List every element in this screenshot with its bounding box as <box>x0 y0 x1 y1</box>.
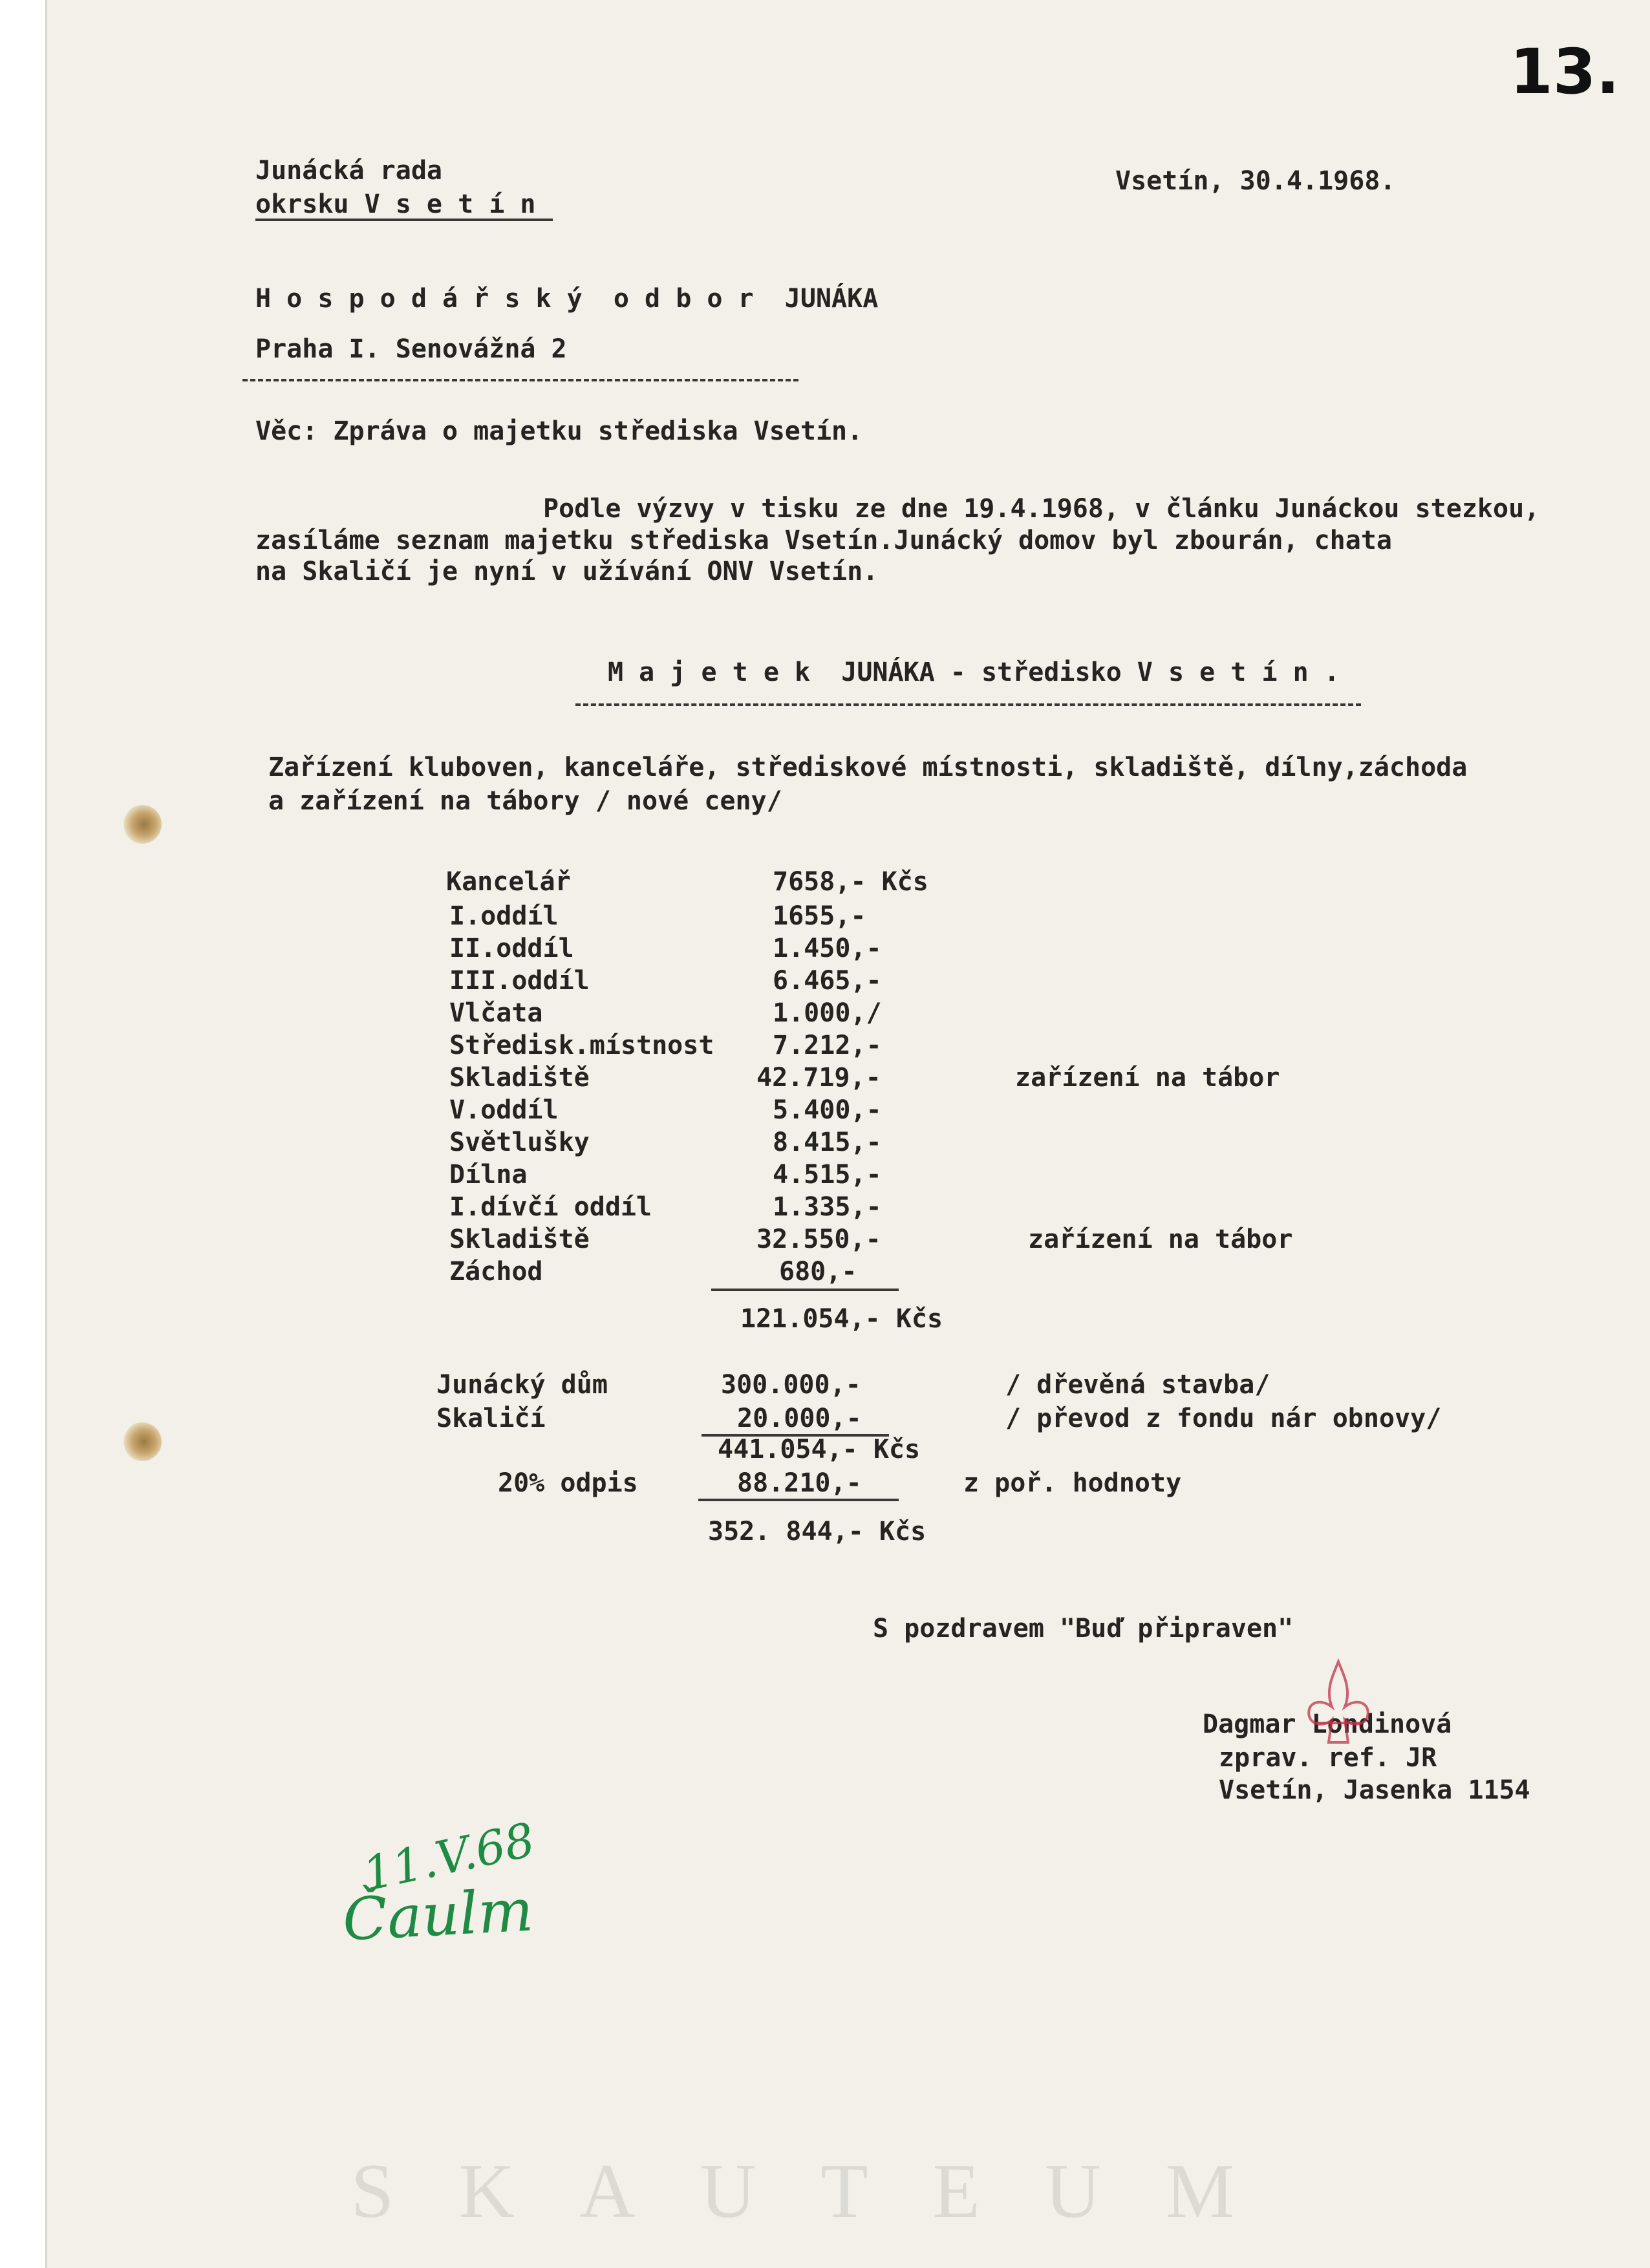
handwritten-date: 11.V.68 <box>358 1812 540 1901</box>
asset-value: 8.415,- <box>773 1128 882 1157</box>
sender-underline <box>255 219 553 221</box>
building-value: 20.000,- <box>737 1404 862 1433</box>
asset-name: Středisk.místnost <box>449 1031 714 1060</box>
final-total: 352. 844,- Kčs <box>708 1517 927 1546</box>
fleur-de-lis-stamp-icon <box>1296 1658 1380 1749</box>
signature-line-2: zprav. ref. JR <box>1219 1743 1437 1773</box>
intro-line-2: zasíláme seznam majetku střediska Vsetín.Junácký domov byl zbourán, chata <box>255 526 1392 555</box>
subtotal: 121.054,- Kčs <box>740 1304 943 1334</box>
intro-line-1: Podle výzvy v tisku ze dne 19.4.1968, v článku Junáckou stezkou, <box>543 494 1540 524</box>
signature-line-3: Vsetín, Jasenka 1154 <box>1219 1775 1530 1805</box>
asset-value: 7.212,- <box>773 1031 882 1060</box>
recipient-line-2: Praha I. Senovážná 2 <box>255 334 567 364</box>
final-total-rule <box>698 1499 899 1501</box>
greeting: S pozdravem "Buď připraven" <box>873 1614 1294 1643</box>
asset-note: zařízení na tábor <box>1028 1225 1293 1254</box>
depreciation-note: z poř. hodnoty <box>963 1468 1182 1498</box>
signature-line-1: Dagmar Londinová <box>1203 1709 1452 1739</box>
asset-note: zařízení na tábor <box>1015 1063 1280 1093</box>
depreciation-name: 20% odpis <box>498 1468 638 1498</box>
asset-value: 1.450,- <box>773 934 882 963</box>
asset-name: III.oddíl <box>449 966 590 996</box>
section-title-separator <box>575 703 1361 706</box>
page-number: 13. <box>1510 36 1620 108</box>
building-name: Junácký dům <box>436 1370 608 1400</box>
recipient-separator <box>242 379 798 381</box>
subtotal-rule <box>711 1289 899 1291</box>
sender-line-1: Junácká rada <box>255 156 442 186</box>
building-note: / dřevěná stavba/ <box>1005 1370 1270 1400</box>
asset-name: Dílna <box>449 1160 528 1190</box>
asset-value: 1655,- <box>773 901 866 931</box>
asset-value: 42.719,- <box>756 1063 881 1093</box>
subject-line: Věc: Zpráva o majetku střediska Vsetín. <box>255 416 863 446</box>
depreciation-value: 88.210,- <box>737 1468 862 1498</box>
asset-value: 5.400,- <box>773 1095 882 1125</box>
intro-line-3: na Skaličí je nyní v užívání ONV Vsetín. <box>255 557 879 586</box>
asset-name: I.dívčí oddíl <box>449 1192 652 1222</box>
punch-hole-bottom <box>123 1422 162 1461</box>
asset-value: 1.000,/ <box>773 998 882 1028</box>
asset-name: Záchod <box>449 1257 543 1287</box>
skauteum-watermark: SKAUTEUM <box>350 2148 1300 2234</box>
asset-name: Světlušky <box>449 1128 590 1157</box>
building-value: 300.000,- <box>721 1370 861 1400</box>
asset-name: Kancelář <box>446 867 571 897</box>
building-note: / převod z fondu nár obnovy/ <box>1005 1404 1442 1433</box>
asset-name: Skladiště <box>449 1063 590 1093</box>
asset-value: 6.465,- <box>773 966 882 996</box>
recipient-line-1: H o s p o d á ř s k ý o d b o r JUNÁKA <box>255 284 879 314</box>
asset-value: 7658,- Kčs <box>773 867 928 897</box>
building-name: Skaličí <box>436 1404 546 1433</box>
equipment-intro-line-2: a zařízení na tábory / nové ceny/ <box>268 786 782 816</box>
sender-line-2: okrsku V s e t í n <box>255 189 536 219</box>
asset-name: II.oddíl <box>449 934 574 963</box>
asset-value: 680,- <box>779 1257 857 1287</box>
asset-value: 1.335,- <box>773 1192 882 1222</box>
equipment-intro-line-1: Zařízení kluboven, kanceláře, střediskové místnosti, skladiště, dílny,záchoda <box>268 753 1468 782</box>
letter-date: Vsetín, 30.4.1968. <box>1115 166 1396 196</box>
asset-value: 4.515,- <box>773 1160 882 1190</box>
asset-name: Vlčata <box>449 998 543 1028</box>
punch-hole-top <box>123 805 162 844</box>
asset-name: Skladiště <box>449 1225 590 1254</box>
asset-name: V.oddíl <box>449 1095 559 1125</box>
handwritten-name: Čaulm <box>341 1876 535 1954</box>
asset-name: I.oddíl <box>449 901 559 931</box>
asset-value: 32.550,- <box>756 1225 881 1254</box>
total: 441.054,- Kčs <box>718 1435 921 1464</box>
section-title: M a j e t e k JUNÁKA - středisko V s e t í n . <box>608 658 1340 687</box>
